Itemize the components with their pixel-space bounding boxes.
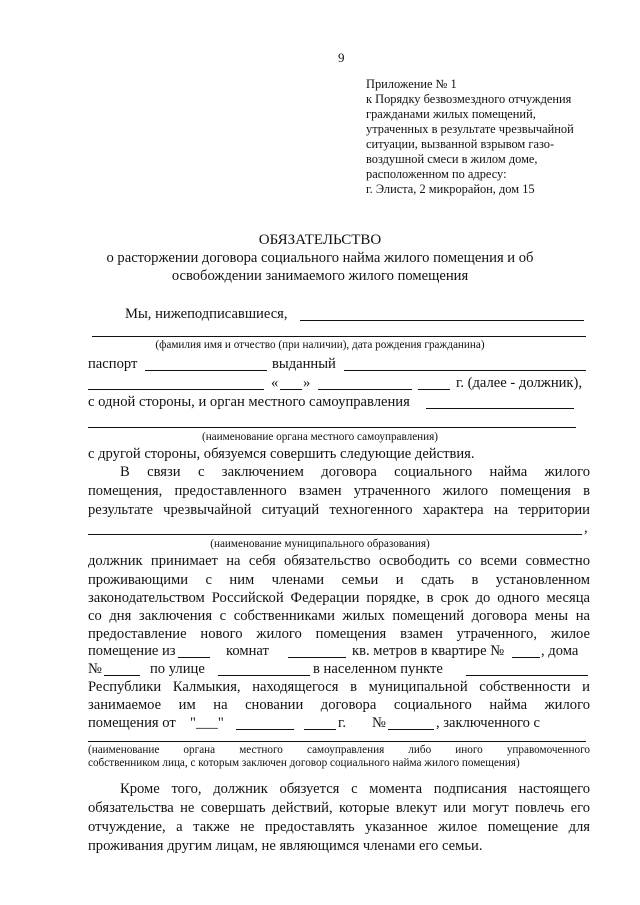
blank-line (88, 427, 576, 428)
settlement-label: в населенном пункте (313, 661, 443, 677)
other-side-text: с другой стороны, обязуемся совершить следующие действия. (88, 446, 475, 462)
contract-number-sign: № (372, 715, 386, 731)
debtor-label: г. (далее - должник), (456, 375, 583, 391)
blank-line (104, 675, 140, 676)
appendix-line: ситуации, вызванной взрывом газо- (366, 137, 555, 151)
blank-line (280, 389, 302, 390)
paragraph-line: обязательства не совершать действий, которые влекут или могут повлечь его (88, 800, 590, 816)
blank-line (388, 729, 434, 730)
appendix-line: воздушной смеси в жилом доме, (366, 152, 538, 166)
blank-line (304, 729, 336, 730)
blank-line (288, 657, 346, 658)
paragraph-line: проживания другим лицам, не являющимся членами его семьи. (88, 838, 483, 854)
paragraph-line: Кроме того, должник обязуется с момента подписания настоящего (120, 781, 590, 797)
blank-line (218, 675, 310, 676)
page-number: 9 (338, 50, 345, 65)
paragraph-line: занимаемое им на сновании договора социального найма жилого (88, 697, 590, 713)
blank-line (88, 389, 264, 390)
paragraph-line: отчуждение, а также не предоставлять указанное жилое помещение для (88, 819, 590, 835)
blank-line (466, 675, 588, 676)
blank-line (418, 389, 450, 390)
house-label: , дома (541, 643, 579, 659)
blank-line (318, 389, 412, 390)
paragraph-line: результате чрезвычайной ситуаций техногенного характера на территории (88, 502, 590, 518)
number-sign: № (88, 661, 102, 677)
quote-open: « (271, 375, 279, 391)
concluded-label: , заключенного с (436, 715, 541, 731)
paragraph-line: Республики Калмыкия, находящегося в муниципальной собственности и (88, 679, 590, 695)
document-subtitle: освобождении занимаемого жилого помещения (171, 268, 469, 284)
hint-fio: (фамилия имя и отчество (при наличии), дата рождения гражданина) (155, 339, 485, 351)
issued-label: выданный (272, 356, 336, 372)
contract-label: помещения от (88, 715, 176, 731)
blank-line (512, 657, 540, 658)
blank-line (92, 336, 586, 337)
passport-label: паспорт (88, 356, 138, 372)
document-subtitle: о расторжении договора социального найма жилого помещения и об (106, 250, 534, 266)
blank-line (300, 320, 584, 321)
paragraph-line: предоставление нового жилого помещения взамен утраченного, жилое (88, 626, 590, 642)
quote-close: » (303, 375, 311, 391)
blank-line (145, 370, 267, 371)
apartment-label: кв. метров в квартире № (352, 643, 505, 659)
paragraph-line: должник принимает на себя обязательство освободить со всеми совместно (88, 553, 590, 569)
appendix-line: расположенном по адресу: (366, 167, 507, 181)
room-label: помещение из (88, 643, 176, 659)
hint-organization: (наименование органа местного самоуправления либо иного управомоченного (88, 744, 590, 756)
appendix-line: гражданами жилых помещений, (366, 107, 536, 121)
blank-line (426, 408, 574, 409)
contract-date-quote: "___" (190, 715, 224, 731)
year-label: г. (338, 715, 346, 731)
paragraph-line: законодательством Российской Федерации порядке, в срок до одного месяца (88, 590, 590, 606)
street-label: по улице (150, 661, 205, 677)
blank-line (236, 729, 294, 730)
appendix-line: Приложение № 1 (366, 77, 457, 91)
paragraph-line: В связи с заключением договора социального найма жилого (120, 464, 590, 480)
undersigned-label: Мы, нижеподписавшиеся, (125, 306, 288, 322)
blank-line (178, 657, 210, 658)
appendix-line: г. Элиста, 2 микрорайон, дом 15 (366, 182, 535, 196)
one-side-text: с одной стороны, и орган местного самоуправления (88, 394, 410, 410)
paragraph-line: помещения, предоставленного взамен утраченного жилого помещения в (88, 483, 590, 499)
paragraph-line: проживающими с ним членами семьи и сдать в установленном (88, 572, 590, 588)
comma: , (584, 520, 588, 536)
document-title: ОБЯЗАТЕЛЬСТВО (258, 232, 382, 248)
hint-organ: (наименование органа местного самоуправления) (201, 431, 439, 443)
rooms-label: комнат (226, 643, 269, 659)
blank-line (88, 741, 586, 742)
appendix-line: утраченных в результате чрезвычайной (366, 122, 574, 136)
paragraph-line: со дня заключения с собственниками жилых помещений договора мены на (88, 608, 590, 624)
hint-organization: собственником лица, с которым заключен договор социального найма жилого помещения) (88, 757, 520, 769)
appendix-line: к Порядку безвозмездного отчуждения (366, 92, 572, 106)
blank-line (344, 370, 586, 371)
hint-municipal: (наименование муниципального образования) (210, 538, 430, 550)
blank-line (88, 534, 582, 535)
